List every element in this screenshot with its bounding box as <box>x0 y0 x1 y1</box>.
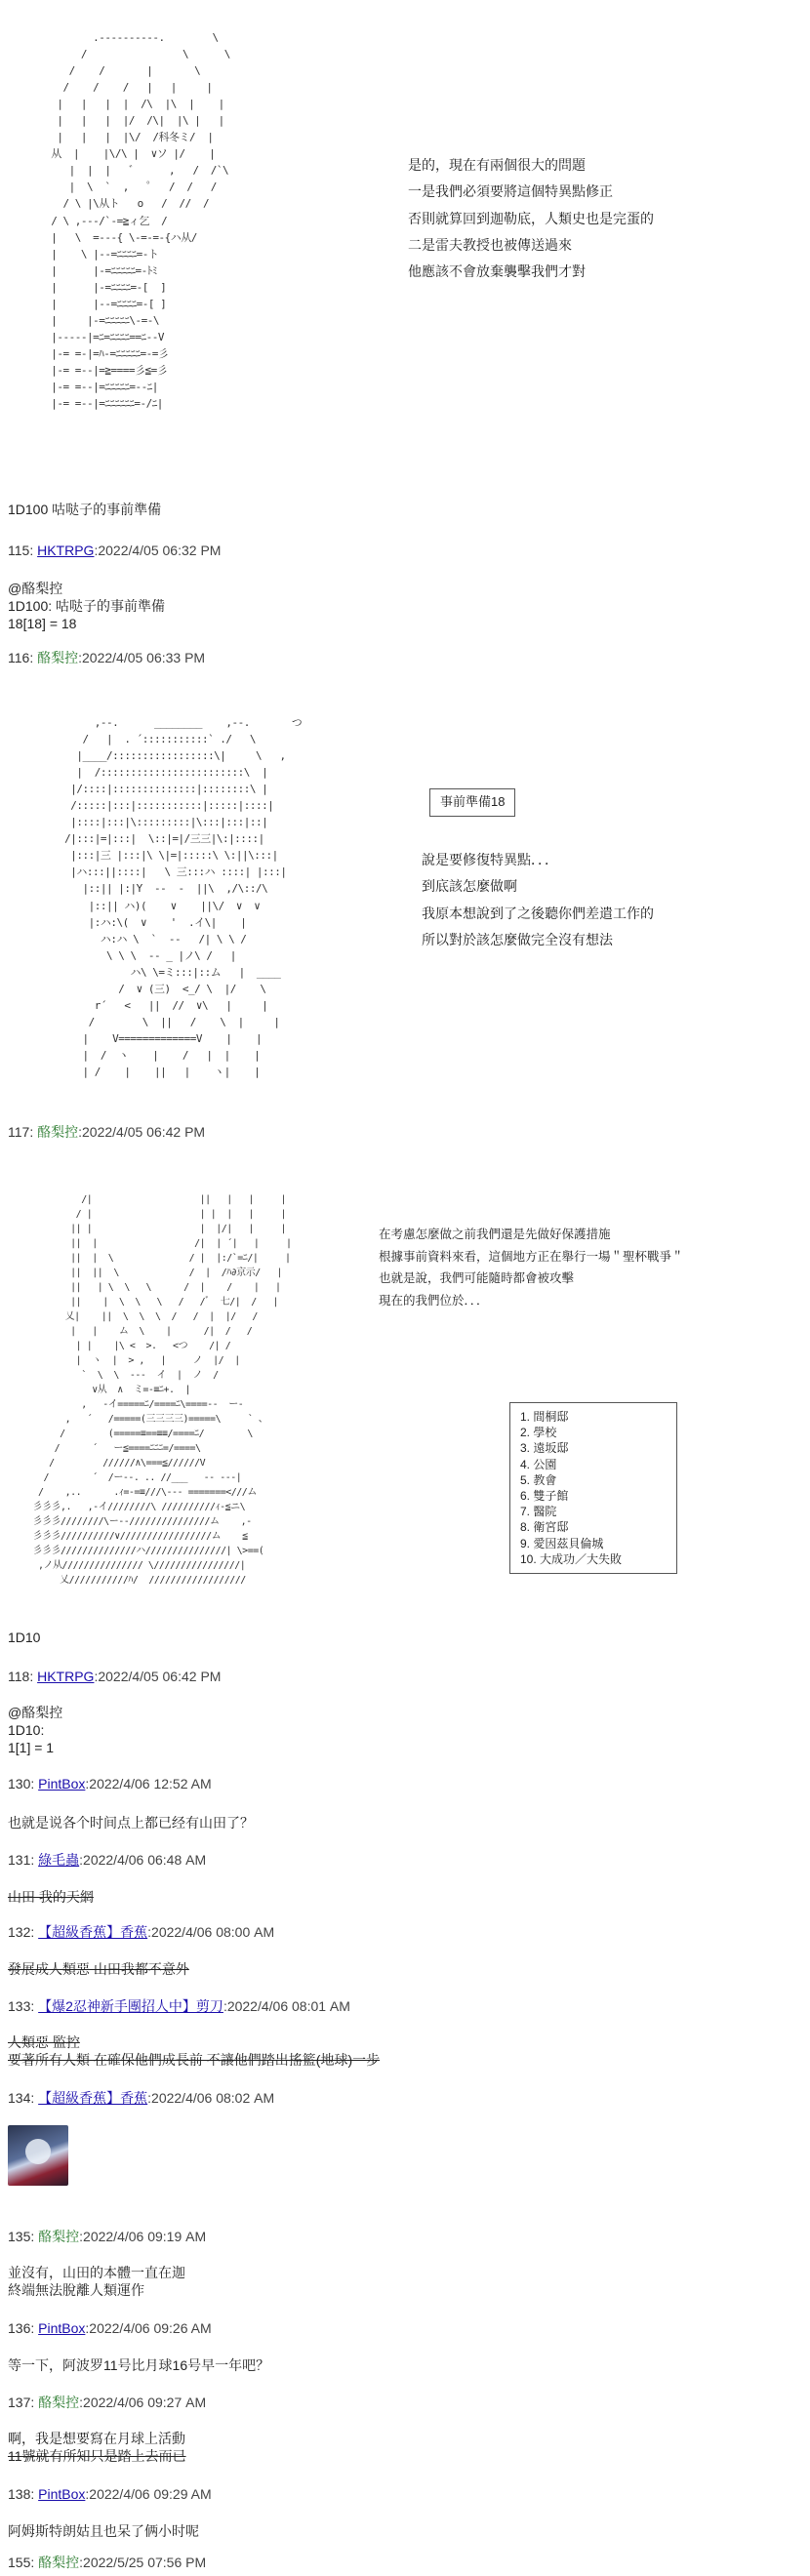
dialog-line: 根據事前資料來看，這個地方正在舉行一場＂聖杯戰爭＂ <box>379 1249 684 1264</box>
post-date: :2022/4/06 08:00 AM <box>147 1924 275 1940</box>
list-item: 8. 衛宮邸 <box>520 1520 569 1535</box>
user-link[interactable]: HKTRPG <box>37 1669 95 1684</box>
user-link[interactable]: PintBox <box>38 2486 86 2502</box>
post-header-117 <box>8 1122 205 1142</box>
dialog-line: 二是雷夫教授也被傳送過來 <box>408 236 572 253</box>
post-date: :2022/5/25 07:56 PM <box>79 2555 207 2570</box>
list-item: 10. 大成功／大失敗 <box>520 1551 623 1566</box>
post-line: @酪梨控 <box>8 581 63 596</box>
post-header-116 <box>8 648 205 667</box>
user-link[interactable]: PintBox <box>38 1776 86 1791</box>
list-item: 4. 公園 <box>520 1457 557 1471</box>
post-header-155 <box>8 2553 206 2572</box>
post-date: :2022/4/05 06:33 PM <box>78 650 206 665</box>
post-text: 1D100 咕哒子的事前準備 <box>8 502 162 517</box>
ascii-art-character-3: /| || | | | / | | | | | | || | | |/| | | || | /| | ´| | | || | \ / | |:/`=ﾆ/| | || || \ / | /ﾊ∂京示/ | || | \ \ \ / | / | | || | \ \ \ / /ﾞ 七/| / | 乂| || \ \ \ / / | |/ / | | ム \ | /| / / | | |\ < >. <つ /| / | ヽ | > , | ノ |/ | ` \ \ --- イ | ノ / ∨从 ∧ ミ=-≡ﾆ+. | , -イ=====ﾆ/====ﾆ\====-- ー- , ´ /=====(三三三三)=====\ ` 、 / (=====≡==≡≡/====ﾆ/ \ / ´ ー≦====ﾆﾆﾆ=/====\ / //////∧\===≦//////V / ´ /ー--. .. //___ -- ---| / ,.. .ｨ=-=≡///\--- =======<///ム 彡彡彡,. ,-イ////////\ //////////ｨ-≦ニ\ 彡彡彡////////\ー--///////////////ム ,- 彡彡彡//////////∨/////////////////ム ≦ 彡彡彡//////////////ハ///////////////| \>==( ,ノ从/////////////// \////////////////| 乂///////////ﾊ/ ////////////////// <box>32 1194 292 1586</box>
post-number: 133: <box>8 1998 39 2014</box>
dialog-scene-3 <box>379 1224 684 1311</box>
list-item: 3. 遠坂邸 <box>520 1441 569 1456</box>
post-header-135 <box>8 2227 206 2246</box>
dialog-line: 現在的我們位於．．． <box>379 1293 489 1308</box>
post-header-132 <box>8 1922 274 1942</box>
post-number: 155: <box>8 2555 39 2570</box>
post-body-136: 等一下，阿波罗11号比月球16号早一年吧？ <box>8 2357 270 2373</box>
post-date: :2022/4/06 08:01 AM <box>223 1998 350 2014</box>
post-number: 138: <box>8 2486 39 2502</box>
list-item: 9. 愛因茲貝倫城 <box>520 1536 604 1550</box>
post-body-118 <box>8 1704 62 1757</box>
post-body-135 <box>8 2264 185 2299</box>
dialog-line: 否則就算回到迦勒底，人類史也是完蛋的 <box>408 210 654 226</box>
dialog-line: 所以對於該怎麼做完全沒有想法 <box>422 931 613 947</box>
post-line: 並沒有，山田的本體一直在迦 <box>8 2265 185 2280</box>
post-line: 1D100: 咕哒子的事前準備 <box>8 598 166 615</box>
post-body-132: 發展成人類惡 山田我都不意外 <box>8 1961 189 1977</box>
post-number: 116: <box>8 650 38 665</box>
post-number: 136: <box>8 2320 39 2336</box>
user-name[interactable]: 酪梨控 <box>37 1124 79 1140</box>
post-number: 115: <box>8 543 38 558</box>
user-name[interactable]: 酪梨控 <box>38 2229 80 2244</box>
post-body-137 <box>8 2430 186 2465</box>
user-link[interactable]: PintBox <box>38 2320 86 2336</box>
user-link[interactable]: 綠毛蟲 <box>38 1852 80 1868</box>
dialog-line: 我原本想說到了之後聽你們差遣工作的 <box>422 905 654 921</box>
post-header-131 <box>8 1850 206 1870</box>
post-line: 1D10: <box>8 1722 45 1739</box>
user-name[interactable]: 酪梨控 <box>37 650 79 665</box>
post-date: :2022/4/05 06:42 PM <box>94 1669 222 1684</box>
user-link[interactable]: 【超級香蕉】香蕉 <box>38 2090 148 2106</box>
list-item: 6. 雙子館 <box>520 1488 569 1503</box>
status-box: 事前準備18 <box>429 788 515 817</box>
post-number: 134: <box>8 2090 39 2106</box>
post-body-130: 也就是说各个时间点上都已经有山田了？ <box>8 1815 254 1831</box>
post-line: @酪梨控 <box>8 1705 63 1720</box>
post-body-133 <box>8 2033 380 2069</box>
post-header-115 <box>8 541 221 560</box>
post-date: :2022/4/06 09:27 AM <box>79 2395 207 2410</box>
post-number: 131: <box>8 1852 39 1868</box>
post-header-133 <box>8 1996 350 2016</box>
list-item: 7. 醫院 <box>520 1505 557 1519</box>
post-header-130 <box>8 1774 212 1793</box>
post-number: 135: <box>8 2229 39 2244</box>
post-header-136 <box>8 2318 212 2338</box>
user-link[interactable]: HKTRPG <box>37 543 95 558</box>
post-date: :2022/4/05 06:32 PM <box>94 543 222 558</box>
dialog-line: 到底該怎麼做啊 <box>422 878 517 895</box>
post-number: 118: <box>8 1669 38 1684</box>
dialog-line: 他應該不會放棄襲擊我們才對 <box>408 263 586 280</box>
ascii-art-character-1: .----------. \ / \ \ / / | \ / / / | | | | | | | /\ |\ | | | | | |/ /\| |\ | | | | | |\/ /科冬ミ/ | 从 | |\/\ | ∨ソ |/ | | | | ゛ , / /`\ | \ ` , ゜ / / / / \ |\从ト o / // / / \ ,---/`-=≧ィ乞 / | \ =---{ \-=-=-{ハ从/ | \ |--=ﾆﾆﾆﾆ=-ト | |-=ﾆﾆﾆﾆﾆ=-ﾄﾐ | |-=ﾆﾆﾆﾆ=-[ ] | |--=ﾆﾆﾆﾆ=-[ ] | |-=ﾆﾆﾆﾆﾆ\-=-\ |-----|=ﾆ=ﾆﾆﾆﾆ==ﾆ--V |-= =-|=ﾊ-=ﾆﾆﾆﾆﾆ=-=彡 |-= =--|=≧====彡≦=彡 |-= =--|=ﾆﾆﾆﾆﾆ=--ﾆ| |-= =--|=ﾆﾆﾆﾆﾆﾆ=-/ﾆ| <box>51 31 230 411</box>
user-name[interactable]: 酪梨控 <box>38 2555 80 2570</box>
post-date: :2022/4/06 12:52 AM <box>85 1776 212 1791</box>
user-link[interactable]: 【爆2忍神新手團招人中】剪刀 <box>38 1998 223 2014</box>
post-header-134 <box>8 2088 274 2108</box>
post-line: 人類惡 監控 <box>8 2034 80 2050</box>
list-item: 2. 學校 <box>520 1426 557 1440</box>
post-line: 要著所有人類 在確保他們成長前 不讓他們踏出搖籃(地球)一步 <box>8 2052 381 2069</box>
ascii-art-character-2: ,--. ________ ,--. つ / | . ´:::::::::::` ./ \ |____/:::::::::::::::::\| \ , | /::::::::::::::::::::::::\ | |/::::|::::::::::::::|::::::::\ | /:::::|:::|:::::::::::|:::::|::::| |::::|:::|\:::::::::|\:::|:::|::| /|:::|=|:::| \::|=|/三三|\:|::::| |:::|三 |:::|\ \|=|:::::\ \:||\:::| |ハ:::||::::| \ 三:::ハ ::::| |:::| |::|| |:|Y -- - ||\ ,/\::/\ |::|| ハ)( ∨ ||\/ ∨ ∨ |:ハ:\( ∨ ' .イ\| | ハ:ハ \ ` -- /| \ \ / \ \ \ -- _ |ノ\ / | ハ\ \=ミ:::|::ム | ____ / ∨ (三) <_/ \ |/ \ r´ < || // ∨\ | | / \ || / \ | | | V=============V | | | / ヽ | / | | | | / | || | ヽ| | <box>64 716 303 1078</box>
post-line: 11號就有所知只是踏上去而已 <box>8 2448 186 2465</box>
dialog-line: 也就是說，我們可能隨時都會被攻擊 <box>379 1271 575 1285</box>
post-date: :2022/4/06 08:02 AM <box>147 2090 275 2106</box>
post-date: :2022/4/05 06:42 PM <box>78 1124 206 1140</box>
post-header-138 <box>8 2484 212 2504</box>
post-text: 1D10 <box>8 1630 41 1645</box>
post-header-137 <box>8 2393 206 2412</box>
post-body-131: 山田 我的天網 <box>8 1889 94 1905</box>
user-name[interactable]: 酪梨控 <box>38 2395 80 2410</box>
post-date: :2022/4/06 06:48 AM <box>79 1852 207 1868</box>
dialog-line: 說是要修復特異點．．． <box>422 852 558 867</box>
post-date: :2022/4/06 09:29 AM <box>85 2486 212 2502</box>
dialog-line: 是的，現在有兩個很大的問題 <box>408 157 586 173</box>
dialog-line: 在考慮怎麼做之前我們還是先做好保護措施 <box>379 1228 611 1241</box>
post-date: :2022/4/06 09:19 AM <box>79 2229 207 2244</box>
location-list <box>509 1402 677 1574</box>
post-line: 終端無法脫離人類運作 <box>8 2282 144 2299</box>
post-line: 18[18] = 18 <box>8 616 77 632</box>
post-number: 117: <box>8 1124 38 1140</box>
post-image[interactable] <box>8 2125 68 2186</box>
list-item: 1. 間桐邸 <box>520 1410 569 1424</box>
post-date: :2022/4/06 09:26 AM <box>85 2320 212 2336</box>
post-number: 132: <box>8 1924 39 1940</box>
post-body-115 <box>8 580 165 633</box>
post-line: 啊，我是想要寫在月球上活動 <box>8 2431 185 2446</box>
dialog-line: 一是我們必須要將這個特異點修正 <box>408 183 613 200</box>
dialog-scene-1 <box>408 152 654 285</box>
dialog-scene-2 <box>422 847 654 953</box>
list-item: 5. 教會 <box>520 1472 557 1487</box>
post-body-138: 阿姆斯特朗姑且也呆了俩小时呢 <box>8 2523 199 2539</box>
post-number: 137: <box>8 2395 39 2410</box>
post-number: 130: <box>8 1776 39 1791</box>
user-link[interactable]: 【超級香蕉】香蕉 <box>38 1924 148 1940</box>
post-line: 1[1] = 1 <box>8 1740 55 1756</box>
post-header-118 <box>8 1667 221 1686</box>
